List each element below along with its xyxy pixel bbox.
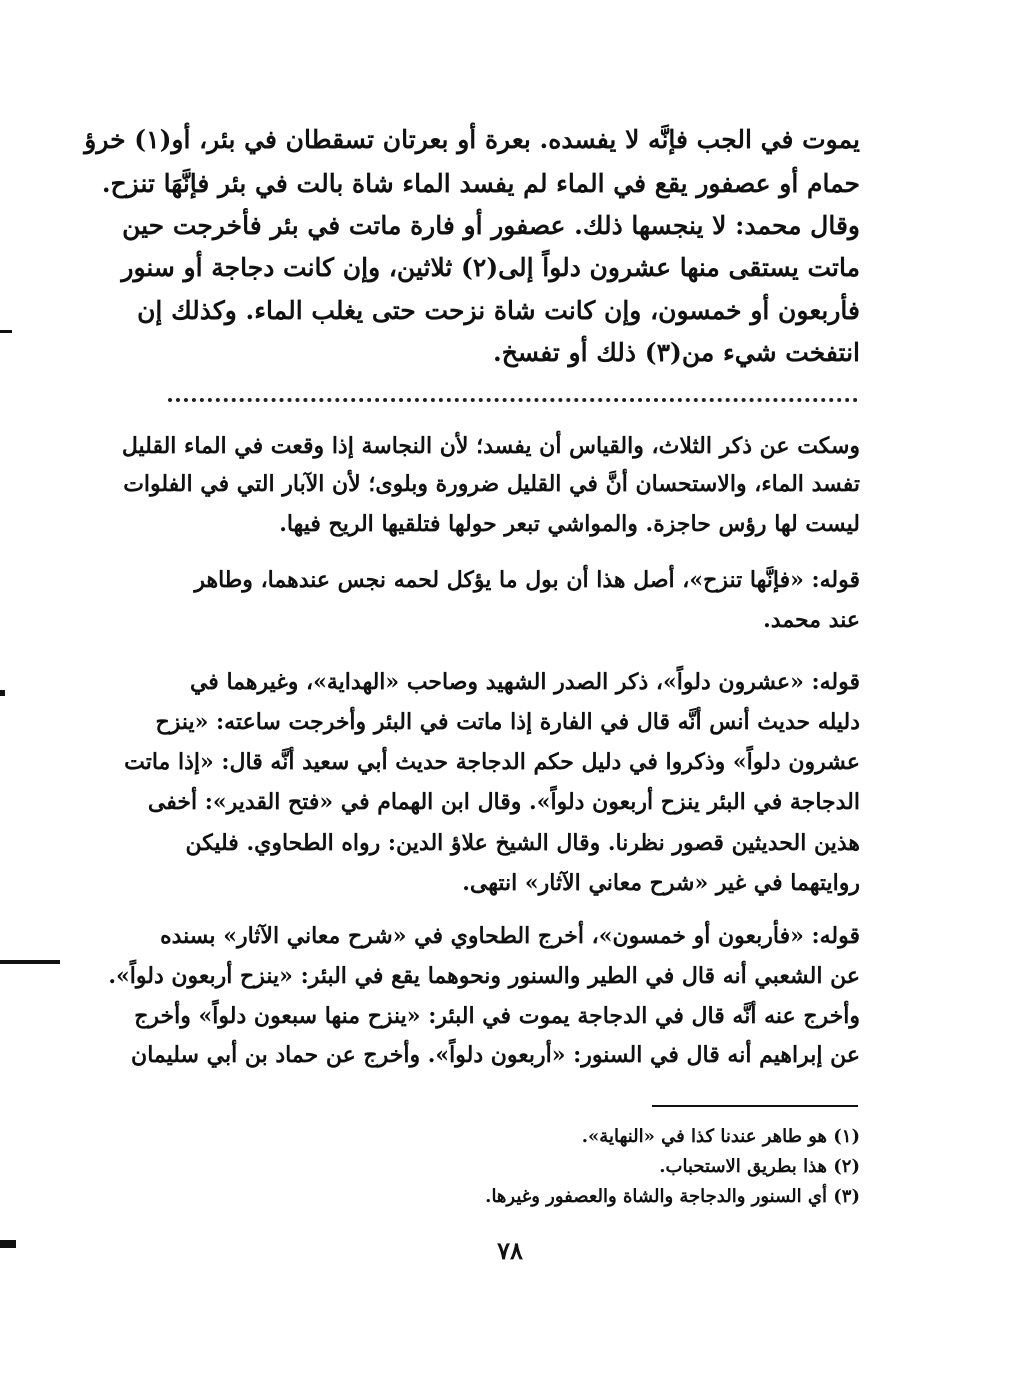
main-text-line: انتفخت شيء من(٣) ذلك أو تفسخ. [493, 338, 860, 367]
scan-mark [0, 690, 5, 696]
commentary-line: وأخرج عنه أنَّه قال في الدجاجة يموت في البئر: «ينزح منها سبعون دلواً» وأخرج [134, 1003, 860, 1029]
main-text-line: ماتت يستقى منها عشرون دلواً إلى(٢) ثلاثين، وإن كانت دجاجة أو سنور [121, 253, 860, 282]
main-text-line: فأربعون أو خمسون، وإن كانت شاة نزحت حتى يغلب الماء. وكذلك إن [137, 296, 860, 325]
commentary-line: هذين الحديثين قصور نظرنا. وقال الشيخ علاؤ الدين: رواه الطحاوي. فليكن [185, 830, 860, 856]
commentary-line: روايتهما في غير «شرح معاني الآثار» انتهى. [462, 870, 860, 896]
page-number: ٧٨ [497, 1236, 523, 1265]
commentary-line: تفسد الماء، والاستحسان أنَّ في القليل ضرورة وبلوى؛ لأن الآبار التي في الفلوات [123, 471, 860, 497]
footnote-line: (٣) أي السنور والدجاجة والشاة والعصفور وغيرها. [485, 1186, 860, 1207]
dotted-separator [168, 398, 858, 416]
scan-mark [0, 330, 12, 333]
main-text-line: وقال محمد: لا ينجسها ذلك. عصفور أو فارة ماتت في بئر فأخرجت حين [122, 211, 860, 240]
scan-mark [0, 960, 60, 964]
footnote-line: (٢) هذا بطريق الاستحباب. [659, 1156, 860, 1177]
main-text-line: يموت في الجب فإنَّه لا يفسده. بعرة أو بعرتان تسقطان في بئر، أو(١) خرؤ [84, 125, 860, 154]
footnote-line: (١) هو طاهر عندنا كذا في «النهاية». [581, 1126, 860, 1147]
commentary-line: قوله: «فأربعون أو خمسون»، أخرج الطحاوي في «شرح معاني الآثار» بسنده [160, 923, 860, 949]
commentary-line: دليله حديث أنس أنَّه قال في الفارة إذا ماتت في البئر وأخرجت ساعته: «ينزح [155, 709, 860, 735]
commentary-line: الدجاجة في البئر ينزح أربعون دلواً». وقال ابن الهمام في «فتح القدير»: أخفى [147, 789, 860, 815]
commentary-line: عشرون دلواً» وذكروا في دليل حكم الدجاجة حديث أبي سعيد أنَّه قال: «إذا ماتت [124, 749, 860, 775]
main-text-line: حمام أو عصفور يقع في الماء لم يفسد الماء شاة بالت في بئر فإنَّهَا تنزح. [101, 169, 860, 198]
commentary-line: وسكت عن ذكر الثلاث، والقياس أن يفسد؛ لأن النجاسة إذا وقعت في الماء القليل [121, 433, 860, 459]
commentary-line: قوله: «عشرون دلواً»، ذكر الصدر الشهيد وصاحب «الهداية»، وغيرهما في [189, 669, 860, 695]
scan-mark [0, 1240, 16, 1248]
commentary-line: عن إبراهيم أنه قال في السنور: «أربعون دلواً». وأخرج عن حماد بن أبي سليمان [131, 1042, 860, 1068]
commentary-line: عن الشعبي أنه قال في الطير والسنور ونحوهما يقع في البئر: «ينزح أربعون دلواً». [108, 963, 860, 989]
commentary-line: قوله: «فإنَّها تنزح»، أصل هذا أن بول ما يؤكل لحمه نجس عندهما، وطاهر [194, 567, 860, 593]
footnote-rule [652, 1105, 858, 1107]
commentary-line: ليست لها رؤس حاجزة. والمواشي تبعر حولها فتلقيها الريح فيها. [279, 511, 860, 537]
commentary-line: عند محمد. [763, 607, 860, 633]
